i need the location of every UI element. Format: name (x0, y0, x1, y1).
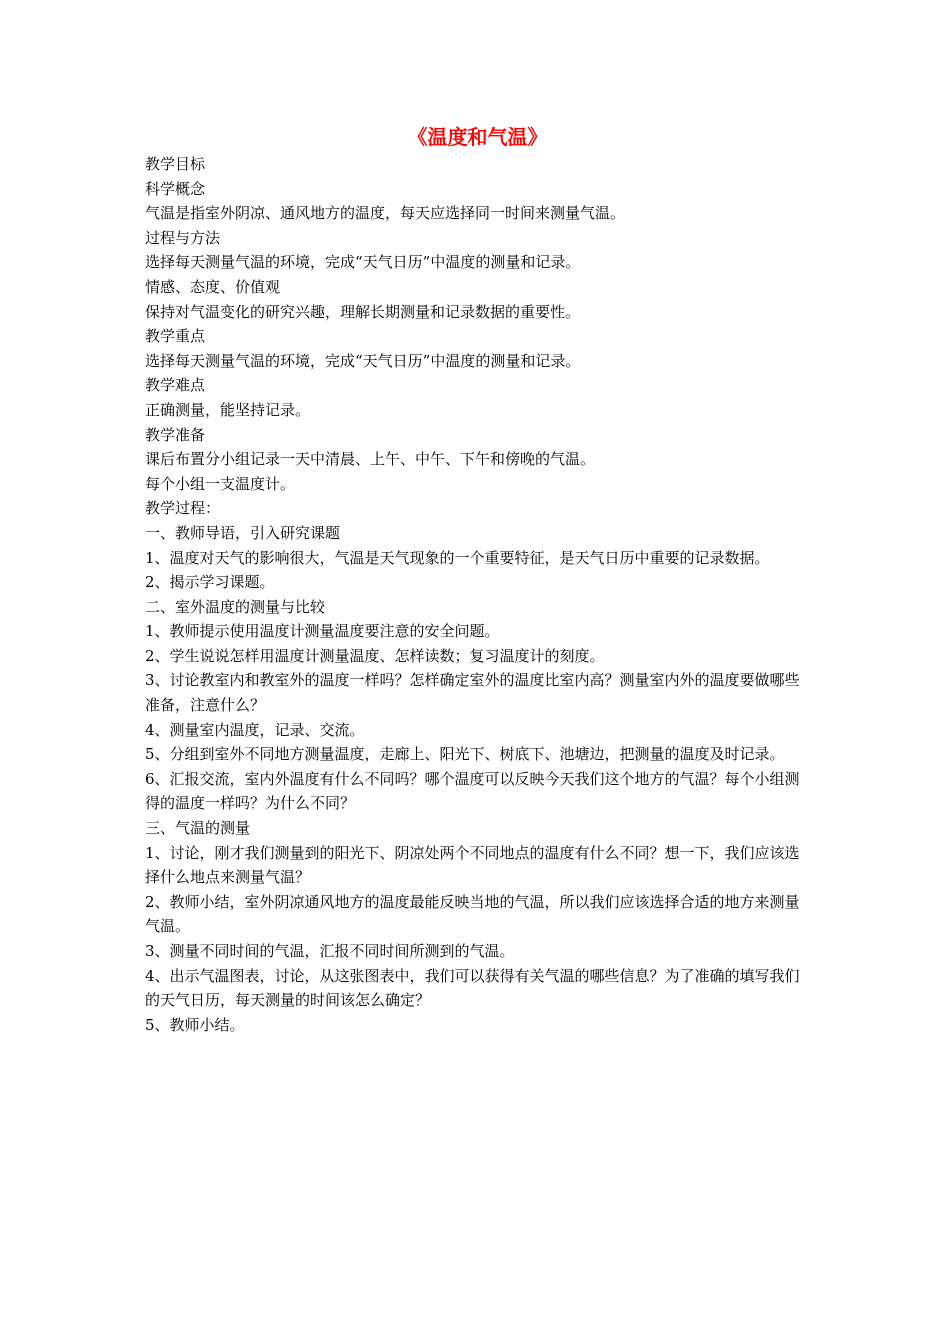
section-heading-procedure: 教学过程： (145, 499, 221, 518)
list-item: 4、测量室内温度，记录、交流。 (145, 720, 365, 739)
list-item: 1、温度对天气的影响很大，气温是天气现象的一个重要特征，是天气日历中重要的记录数据。 (145, 548, 770, 567)
subheading-process: 过程与方法 (145, 228, 221, 247)
list-item: 2、学生说说怎样用温度计测量温度、怎样读数；复习温度计的刻度。 (145, 646, 605, 665)
list-item: 3、讨论教室内和教室外的温度一样吗？怎样确定室外的温度比室内高？测量室内外的温度要做哪些准备，注意什么？ (145, 671, 800, 715)
section-heading-difficulties: 教学难点 (145, 376, 206, 395)
list-item: 1、教师提示使用温度计测量温度要注意的安全问题。 (145, 622, 500, 641)
list-item: 1、讨论，刚才我们测量到的阳光下、阴凉处两个不同地点的温度有什么不同？想一下，我们应该选择什么地点来测量气温？ (145, 843, 800, 887)
paragraph: 正确测量，能坚持记录。 (145, 400, 311, 419)
list-item: 5、教师小结。 (145, 1015, 245, 1034)
paragraph: 课后布置分小组记录一天中清晨、上午、中午、下午和傍晚的气温。 (145, 450, 596, 469)
document-body (145, 152, 810, 1037)
list-item: 2、教师小结，室外阴凉通风地方的温度最能反映当地的气温，所以我们应该选择合适的地方来测量气温。 (145, 892, 800, 936)
document-title: 《温度和气温》 (407, 125, 548, 149)
paragraph: 选择每天测量气温的环境，完成“天气日历”中温度的测量和记录。 (145, 351, 581, 370)
paragraph: 保持对气温变化的研究兴趣，理解长期测量和记录数据的重要性。 (145, 302, 581, 321)
section-heading-preparation: 教学准备 (145, 425, 206, 444)
list-item: 5、分组到室外不同地方测量温度，走廊上、阳光下、树底下、池塘边，把测量的温度及时记录。 (145, 745, 785, 764)
list-item: 2、揭示学习课题。 (145, 573, 275, 592)
step-heading-3: 三、气温的测量 (145, 819, 251, 838)
document-page (145, 122, 810, 1037)
paragraph: 选择每天测量气温的环境，完成“天气日历”中温度的测量和记录。 (145, 253, 581, 272)
subheading-attitude: 情感、态度、价值观 (145, 277, 281, 296)
paragraph: 每个小组一支温度计。 (145, 474, 296, 493)
subheading-concept: 科学概念 (145, 179, 206, 198)
step-heading-1: 一、教师导语，引入研究课题 (145, 523, 341, 542)
list-item: 3、测量不同时间的气温，汇报不同时间所测到的气温。 (145, 942, 515, 960)
step-heading-2: 二、室外温度的测量与比较 (145, 597, 326, 616)
list-item: 4、出示气温图表，讨论，从这张图表中，我们可以获得有关气温的哪些信息？为了准确的填写我们的天气日历，每天测量的时间该怎么确定？ (145, 966, 800, 1010)
section-heading-objectives: 教学目标 (145, 155, 206, 173)
paragraph: 气温是指室外阴凉、通风地方的温度，每天应选择同一时间来测量气温。 (145, 204, 626, 223)
section-heading-key-points: 教学重点 (145, 327, 206, 346)
list-item: 6、汇报交流，室内外温度有什么不同吗？哪个温度可以反映今天我们这个地方的气温？每个小组测得的温度一样吗？为什么不同？ (145, 769, 800, 813)
